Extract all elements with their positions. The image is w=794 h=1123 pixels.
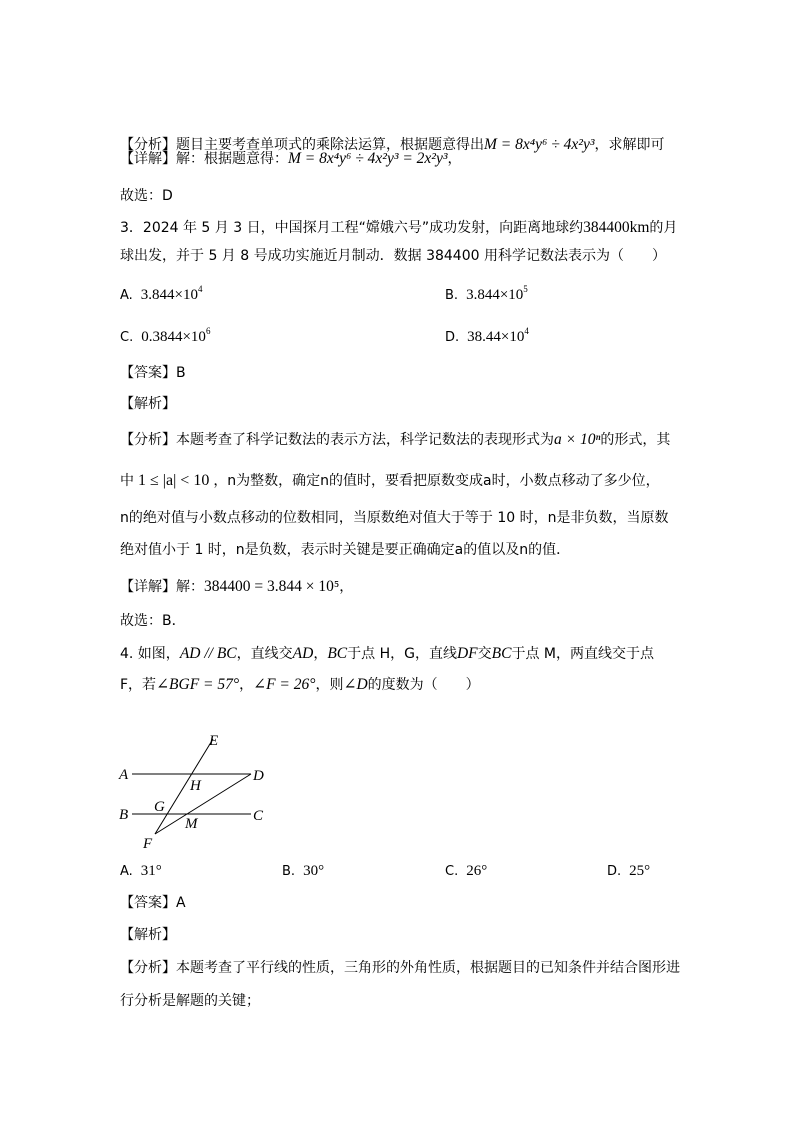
q2-choice: 故选：D [120, 188, 173, 204]
option-value: 30° [303, 863, 325, 879]
stem-text: ， [239, 677, 254, 693]
q4-option-d [607, 861, 650, 882]
analysis-pre: 中 [120, 473, 134, 489]
q4-option-c [445, 861, 487, 882]
stem-text: 的度数为（ ） [367, 677, 480, 693]
label-m: M [185, 816, 198, 832]
q3-option-a: A. $3.844\times 10^4$ [120, 284, 203, 303]
option-letter: C. [445, 864, 459, 879]
option-letter: C. [120, 330, 134, 345]
option-mantissa: 38.44 [467, 329, 501, 345]
q3-explain-heading: 【解析】 [120, 396, 176, 412]
stem-tail: 的月 [649, 220, 678, 236]
analysis-text: 题目主要考查单项式的乘除法运算，根据题意得出 [176, 137, 484, 153]
q3-analysis-line-1 [120, 430, 670, 450]
option-letter: B. [282, 864, 296, 879]
analysis-label: 【分析】 [120, 137, 176, 153]
analysis-text: 本题考查了平行线的性质，三角形的外角性质，根据题目的已知条件并结合图形进 [176, 960, 680, 976]
option-value: 26° [466, 863, 488, 879]
stem-text: ，直线交 [236, 646, 293, 662]
q3-stem-line-1 [120, 218, 677, 238]
label-b: B [119, 807, 129, 823]
analysis-formula: M = 8x⁴y⁶ ÷ 4x²y³ [484, 136, 595, 153]
analysis-formula: 1 ≤ |a| < 10 [138, 472, 210, 489]
label-a: A [119, 767, 129, 783]
stem-bc: BC [327, 645, 348, 662]
q4-analysis-line-1 [120, 958, 680, 978]
stem-angle-d: ∠D [343, 676, 368, 693]
analysis-label: 【分析】 [120, 432, 176, 448]
q3-detail-line [120, 577, 353, 597]
q3-analysis-line-3: n的绝对值与小数点移动的位数相同，当原数绝对值大于等于 10 时，n是非负数，当原数 [120, 510, 669, 526]
stem-parallel: AD // BC [179, 645, 237, 662]
stem-text: F，若 [120, 677, 157, 693]
analysis-tail: 的形式，其 [600, 432, 671, 448]
stem-bc-2: BC [491, 645, 512, 662]
stem-text: 于点 M，两直线交于点 [511, 646, 654, 662]
option-letter: A. [120, 288, 133, 303]
stem-text: 3．2024 年 5 月 3 日，中国探月工程“嫦娥六号”成功发射，向距离地球约 [120, 220, 584, 236]
detail-text: 解：根据题意得： [176, 151, 288, 167]
q3-answer: 【答案】B [120, 365, 186, 381]
q2-detail-line [120, 149, 461, 169]
q3-option-c: C. $0.3844\times 10^6$ [120, 326, 211, 345]
option-exp: 4 [524, 326, 529, 336]
detail-tail: ， [447, 151, 462, 167]
analysis-text: 本题考查了科学记数法的表示方法，科学记数法的表现形式为 [176, 432, 554, 448]
stem-text: ， [313, 646, 328, 662]
option-mantissa: 3.844 [140, 287, 175, 303]
q4-option-a [120, 861, 162, 882]
line-fe [155, 739, 213, 834]
option-mantissa: 3.844 [466, 287, 500, 303]
option-exp: 6 [205, 326, 211, 336]
option-letter: D. [607, 864, 622, 879]
q4-explain-heading: 【解析】 [120, 927, 176, 943]
q3-option-b: B. $3.844\times 10^5$ [445, 284, 528, 303]
label-g: G [154, 799, 165, 815]
option-mantissa: 0.3844 [141, 329, 183, 345]
detail-label: 【详解】 [120, 579, 176, 595]
option-value: 25° [629, 863, 651, 879]
analysis-tail: ，求解即可 [594, 137, 665, 153]
label-h: H [190, 778, 201, 794]
label-c: C [253, 808, 264, 824]
q4-stem-line-2 [120, 675, 480, 695]
detail-text: 解： [176, 579, 204, 595]
stem-unit: km [629, 219, 650, 236]
geometry-figure [110, 725, 280, 855]
stem-df: DF [456, 645, 478, 662]
option-exp: 4 [198, 284, 203, 294]
q4-stem-line-1 [120, 644, 654, 664]
analysis-formula: a × 10ⁿ [554, 431, 601, 448]
detail-formula: 384400 = 3.844 × 10⁵ [204, 578, 340, 595]
q3-analysis-line-4: 绝对值小于 1 时，n是负数，表示时关键是要正确确定a的值以及n的值． [120, 542, 571, 558]
stem-text: 交 [477, 646, 492, 662]
stem-text: 于点 H，G，直线 [347, 646, 457, 662]
q3-analysis-line-2 [120, 471, 660, 491]
q3-stem-line-2: 球出发，并于 5 月 8 号成功实施近月制动．数据 384400 用科学记数法表示为（ ） [120, 248, 666, 264]
option-value: 31° [140, 863, 162, 879]
line-fd [155, 774, 251, 834]
q4-answer: 【答案】A [120, 895, 186, 911]
label-d: D [253, 768, 264, 784]
stem-number: 384400 [583, 219, 630, 236]
label-e: E [209, 733, 219, 749]
detail-tail: ， [339, 579, 354, 595]
analysis-text: ，n为整数，确定n的值时，要看把原数变成a时，小数点移动了多少位， [213, 473, 660, 489]
stem-text: 4. 如图， [120, 646, 180, 662]
stem-angle-bgf: ∠BGF = 57° [156, 676, 240, 693]
option-exp: 5 [523, 284, 528, 294]
analysis-label: 【分析】 [120, 960, 176, 976]
detail-label: 【详解】 [120, 151, 176, 167]
option-letter: B. [445, 288, 459, 303]
q4-analysis-line-2: 行分析是解题的关键； [120, 993, 260, 1009]
label-f: F [143, 836, 153, 852]
q3-option-d: D. $38.44\times 10^4$ [445, 326, 529, 345]
stem-ad: AD [292, 645, 314, 662]
option-letter: A. [120, 864, 133, 879]
stem-angle-f: ∠F = 26° [253, 676, 316, 693]
stem-text: ，则 [315, 677, 344, 693]
detail-formula: M = 8x⁴y⁶ ÷ 4x²y³ = 2x²y³ [288, 150, 448, 167]
q3-choice: 故选：B． [120, 613, 186, 629]
option-letter: D. [445, 330, 460, 345]
q4-option-b [282, 861, 324, 882]
